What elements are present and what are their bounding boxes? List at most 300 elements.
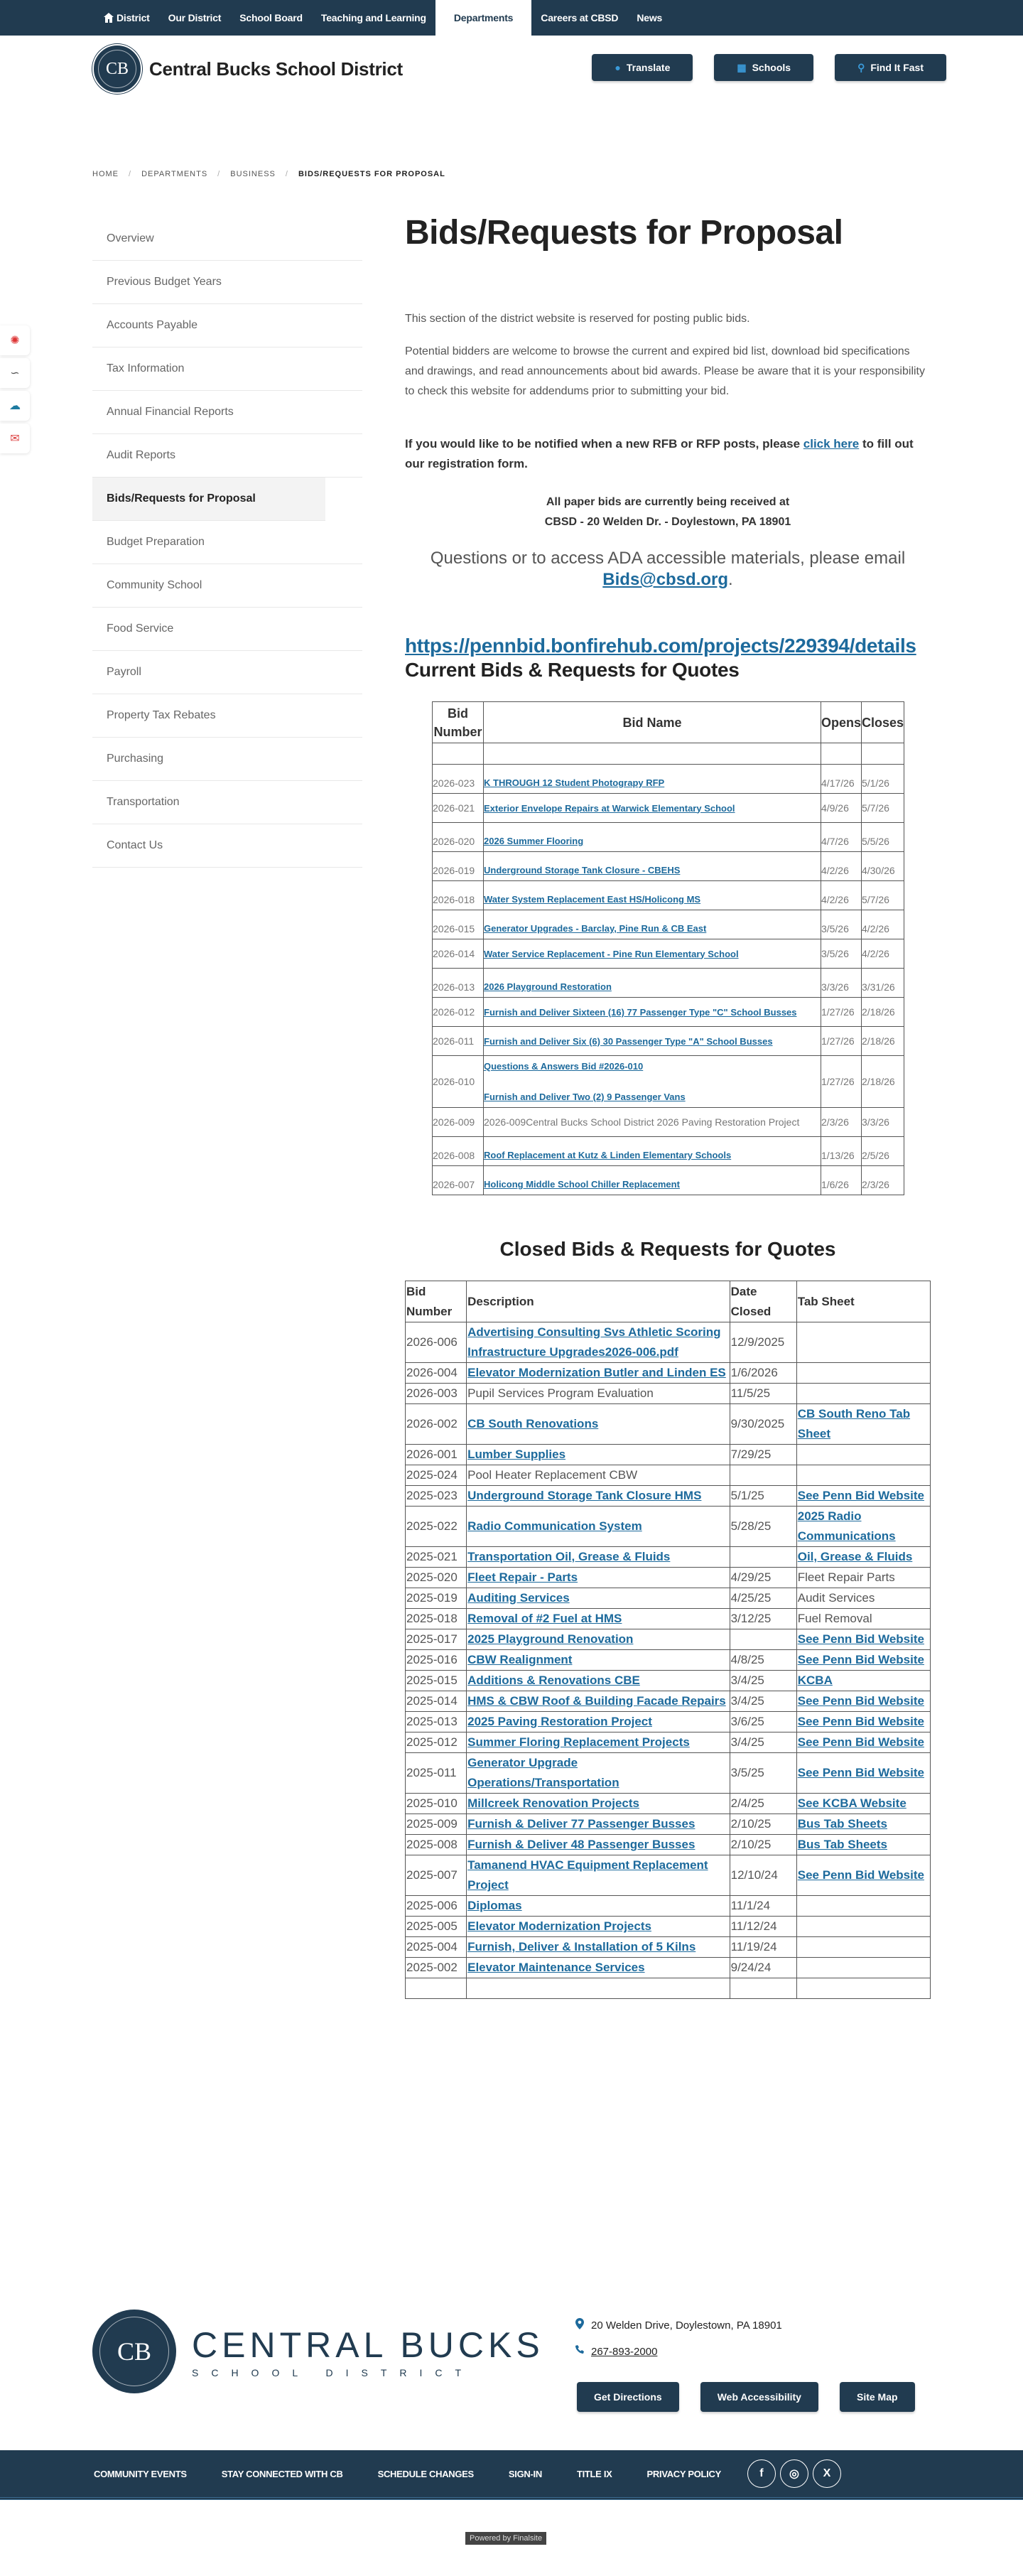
tab-sheet-cell xyxy=(796,1363,930,1384)
bid-closes: 3/31/26 xyxy=(861,969,904,998)
sidebar-item-audit-reports[interactable]: Audit Reports xyxy=(92,434,362,478)
site-logo[interactable] xyxy=(92,44,403,94)
bid-opens: 2/3/26 xyxy=(821,1108,861,1137)
sidebar-item-purchasing[interactable]: Purchasing xyxy=(92,738,362,781)
bid-closes: 4/2/26 xyxy=(861,939,904,969)
table-row xyxy=(433,1027,904,1056)
empty-cell xyxy=(484,743,821,765)
mail-alert-quicklink[interactable] xyxy=(0,424,30,453)
bid-number: 2025-019 xyxy=(406,1588,467,1609)
top-navigation xyxy=(0,0,1023,36)
table-row xyxy=(433,1137,904,1166)
description-cell xyxy=(467,1465,730,1486)
bid-name-cell xyxy=(484,939,821,969)
description-cell xyxy=(467,1855,730,1896)
description-cell xyxy=(467,1568,730,1588)
bid-number: 2025-007 xyxy=(406,1855,467,1896)
description-link[interactable]: 2025 Paving Restoration Project xyxy=(467,1715,652,1728)
phone-link[interactable]: 267-893-2000 xyxy=(591,2345,658,2358)
table-row xyxy=(433,998,904,1027)
description-link[interactable]: Elevator Modernization Projects xyxy=(467,1919,651,1933)
tab-sheet-link[interactable]: Oil, Grease & Fluids xyxy=(797,1550,913,1563)
sidebar-item-budget-preparation[interactable]: Budget Preparation xyxy=(92,521,362,564)
bid-opens: 4/7/26 xyxy=(821,823,861,852)
description-cell xyxy=(467,1363,730,1384)
address-text: 20 Welden Drive, Doylestown, PA 18901 xyxy=(591,2319,782,2332)
description-cell xyxy=(467,1712,730,1732)
paper-bids-notice xyxy=(405,492,931,532)
main-content xyxy=(405,213,931,1999)
column-header: Bid Name xyxy=(484,702,821,743)
tab-sheet-link[interactable]: See Penn Bid Website xyxy=(797,1632,924,1646)
tab-sheet-link[interactable]: CB South Reno Tab Sheet xyxy=(797,1407,911,1440)
bid-number: 2026-003 xyxy=(406,1384,467,1404)
sidebar-item-payroll[interactable]: Payroll xyxy=(92,651,362,694)
bid-link[interactable]: Generator Upgrades - Barclay, Pine Run & CB East xyxy=(484,923,707,934)
bid-closes: 4/30/26 xyxy=(861,852,904,881)
facebook-link[interactable] xyxy=(747,2459,776,2488)
date-closed: 3/5/25 xyxy=(730,1753,796,1794)
bid-link[interactable]: Exterior Envelope Repairs at Warwick Elementary School xyxy=(484,802,735,814)
tab-sheet-link[interactable]: See Penn Bid Website xyxy=(797,1653,924,1666)
footer-links-bar xyxy=(0,2450,1023,2500)
sidebar-item-bids-requests-for-proposal[interactable]: Bids/Requests for Proposal xyxy=(92,478,325,521)
topnav-item-district[interactable] xyxy=(94,0,159,36)
tab-sheet-link[interactable]: Bus Tab Sheets xyxy=(797,1838,888,1851)
bid-number: 2026-010 xyxy=(433,1056,484,1108)
footer-link-sign-in[interactable]: SIGN-IN xyxy=(508,2468,542,2479)
bid-link[interactable]: Furnish and Deliver Six (6) 30 Passenger Type "A" School Busses xyxy=(484,1035,773,1047)
breadcrumb-current: BIDS/REQUESTS FOR PROPOSAL xyxy=(298,170,445,178)
description-link[interactable]: Tamanend HVAC Equipment Replacement Project xyxy=(467,1858,708,1892)
bid-number: 2026-013 xyxy=(433,969,484,998)
district-seal-icon: CB xyxy=(92,44,142,94)
bid-number: 2026-023 xyxy=(433,765,484,794)
table-row xyxy=(406,1958,931,1978)
page-title: Bids/Requests for Proposal xyxy=(405,214,843,252)
x-link[interactable] xyxy=(813,2459,841,2488)
tab-sheet-link[interactable]: See KCBA Website xyxy=(797,1796,906,1810)
tab-sheet-cell xyxy=(796,1486,930,1507)
table-row xyxy=(406,1814,931,1835)
bid-name-cell xyxy=(484,794,821,823)
footer-link-schedule-changes[interactable]: SCHEDULE CHANGES xyxy=(377,2468,474,2479)
description-link[interactable]: Radio Communication System xyxy=(467,1519,642,1533)
bid-number: 2025-009 xyxy=(406,1814,467,1835)
table-row xyxy=(406,1650,931,1671)
description-link[interactable]: Removal of #2 Fuel at HMS xyxy=(467,1612,622,1625)
table-row xyxy=(433,1056,904,1108)
description-link[interactable]: Summer Floring Replacement Projects xyxy=(467,1735,690,1749)
bid-closes: 2/5/26 xyxy=(861,1137,904,1166)
translate-button[interactable] xyxy=(592,54,693,81)
description-link[interactable]: Auditing Services xyxy=(467,1591,570,1605)
bid-number: 2025-018 xyxy=(406,1609,467,1629)
description-link[interactable]: Additions & Renovations CBE xyxy=(467,1674,640,1687)
table-row xyxy=(406,1465,931,1486)
address-row xyxy=(575,2318,782,2332)
tab-sheet-cell xyxy=(796,1384,930,1404)
tab-sheet-link[interactable]: See Penn Bid Website xyxy=(797,1715,924,1728)
sidebar-item-property-tax-rebates[interactable]: Property Tax Rebates xyxy=(92,694,362,738)
sidebar-item-tax-information[interactable]: Tax Information xyxy=(92,347,362,391)
description-cell xyxy=(467,1486,730,1507)
tab-sheet-cell xyxy=(796,1917,930,1937)
description-link[interactable]: Furnish & Deliver 77 Passenger Busses xyxy=(467,1817,695,1831)
description-cell xyxy=(467,1691,730,1712)
description-cell xyxy=(467,1753,730,1794)
bid-number: 2025-016 xyxy=(406,1650,467,1671)
table-row xyxy=(406,1486,931,1507)
notify-paragraph xyxy=(405,434,931,474)
topnav-item-our-district[interactable] xyxy=(159,0,231,36)
social-links xyxy=(747,2459,841,2488)
table-row xyxy=(406,1547,931,1568)
date-closed: 11/1/24 xyxy=(730,1896,796,1917)
breadcrumb-separator: / xyxy=(129,170,132,178)
school-icon: ▦ xyxy=(737,61,747,73)
instagram-icon: ◎ xyxy=(789,2468,799,2480)
tab-sheet-cell xyxy=(796,1588,930,1609)
topnav-item-news[interactable] xyxy=(627,0,671,36)
bid-link[interactable]: Furnish and Deliver Sixteen (16) 77 Passenger Type "C" School Busses xyxy=(484,1006,797,1018)
schools-button[interactable] xyxy=(714,54,813,81)
description-link[interactable]: Transportation Oil, Grease & Fluids xyxy=(467,1550,671,1563)
table-row xyxy=(406,1753,931,1794)
description-link[interactable]: 2025 Playground Renovation xyxy=(467,1632,634,1646)
date-closed: 5/28/25 xyxy=(730,1507,796,1547)
date-closed: 2/10/25 xyxy=(730,1814,796,1835)
bid-closes: 5/7/26 xyxy=(861,794,904,823)
tab-sheet-cell xyxy=(796,1322,930,1363)
bid-closes: 5/7/26 xyxy=(861,881,904,910)
bid-name-cell xyxy=(484,910,821,939)
tab-sheet-cell xyxy=(796,1896,930,1917)
sidebar-item-accounts-payable[interactable]: Accounts Payable xyxy=(92,304,362,347)
topnav-label: Teaching and Learning xyxy=(320,12,426,23)
bid-closes: 2/18/26 xyxy=(861,1056,904,1108)
date-closed: 12/9/2025 xyxy=(730,1322,796,1363)
bid-number: 2026-015 xyxy=(433,910,484,939)
column-header: Opens xyxy=(821,702,861,743)
table-row xyxy=(406,1404,931,1445)
intro-text xyxy=(405,309,931,402)
bid-link[interactable]: Roof Replacement at Kutz & Linden Elementary Schools xyxy=(484,1150,732,1160)
bid-number: 2025-008 xyxy=(406,1835,467,1855)
tab-sheet-cell xyxy=(796,1671,930,1691)
description-cell xyxy=(467,1732,730,1753)
date-closed: 11/12/24 xyxy=(730,1917,796,1937)
bid-opens: 1/27/26 xyxy=(821,1056,861,1108)
cloud-quicklink[interactable] xyxy=(0,391,30,421)
bid-number: 2026-008 xyxy=(433,1137,484,1166)
notify-text-end: to fill out our registration form. xyxy=(405,437,914,470)
description-link[interactable]: HMS & CBW Roof & Building Facade Repairs xyxy=(467,1694,726,1708)
description-cell xyxy=(467,1937,730,1958)
bid-number: 2026-021 xyxy=(433,794,484,823)
bid-number: 2026-001 xyxy=(406,1445,467,1465)
bid-opens: 1/27/26 xyxy=(821,1027,861,1056)
topnav-item-careers-at-cbsd[interactable] xyxy=(531,0,627,36)
date-closed xyxy=(730,1547,796,1568)
table-row xyxy=(406,1507,931,1547)
footer-link-community-events[interactable]: COMMUNITY EVENTS xyxy=(94,2468,187,2479)
topnav-item-teaching-and-learning[interactable] xyxy=(312,0,435,36)
description-cell xyxy=(467,1322,730,1363)
bid-link[interactable]: Water System Replacement East HS/Holicong MS xyxy=(484,894,701,905)
date-closed: 3/4/25 xyxy=(730,1671,796,1691)
footer-link-privacy-policy[interactable]: PRIVACY POLICY xyxy=(646,2468,721,2479)
bid-number: 2025-024 xyxy=(406,1465,467,1486)
table-row xyxy=(406,1855,931,1896)
description-link[interactable]: Lumber Supplies xyxy=(467,1448,566,1461)
canvas-quicklink[interactable] xyxy=(0,325,30,355)
bid-opens: 4/2/26 xyxy=(821,852,861,881)
sidebar-item-transportation[interactable]: Transportation xyxy=(92,781,362,824)
description-cell xyxy=(467,1629,730,1650)
table-row-empty xyxy=(433,743,904,765)
bids-email-link[interactable]: Bids@cbsd.org xyxy=(602,570,729,589)
description-cell xyxy=(467,1547,730,1568)
registration-link[interactable]: click here xyxy=(803,437,860,451)
bid-opens: 1/27/26 xyxy=(821,998,861,1027)
button-label: Find It Fast xyxy=(870,62,924,73)
sidebar-item-previous-budget-years[interactable]: Previous Budget Years xyxy=(92,261,362,304)
bid-link[interactable]: Holicong Middle School Chiller Replacement xyxy=(484,1179,680,1190)
paper-bids-line-1: All paper bids are currently being received at xyxy=(546,496,790,508)
footer-name-big: CENTRAL BUCKS xyxy=(192,2325,544,2365)
phone-icon xyxy=(575,2345,585,2358)
header-buttons xyxy=(592,54,946,81)
description-link[interactable]: Fleet Repair - Parts xyxy=(467,1570,578,1584)
description-link[interactable]: Diplomas xyxy=(467,1899,522,1912)
tab-sheet-link[interactable]: Bus Tab Sheets xyxy=(797,1817,888,1831)
description-link[interactable]: Underground Storage Tank Closure HMS xyxy=(467,1489,702,1502)
tab-sheet-link[interactable]: 2025 Radio Communications xyxy=(797,1509,896,1543)
table-row xyxy=(406,1588,931,1609)
description-cell xyxy=(467,1384,730,1404)
site-name: Central Bucks School District xyxy=(149,58,403,80)
tab-sheet-link[interactable]: See Penn Bid Website xyxy=(797,1766,924,1779)
bid-closes: 2/18/26 xyxy=(861,998,904,1027)
tab-sheet-cell xyxy=(796,1835,930,1855)
description-link[interactable]: Elevator Modernization Butler and Linden ES xyxy=(467,1366,726,1379)
pennbid-link[interactable]: https://pennbid.bonfirehub.com/projects/229394/details xyxy=(405,635,916,657)
date-closed: 3/12/25 xyxy=(730,1609,796,1629)
tab-sheet-cell xyxy=(796,1547,930,1568)
site-map-button[interactable]: Site Map xyxy=(840,2382,915,2412)
spacer xyxy=(484,1074,821,1089)
footer-buttons xyxy=(577,2382,915,2412)
sidebar-item-community-school[interactable]: Community School xyxy=(92,564,362,608)
sidebar-item-contact-us[interactable]: Contact Us xyxy=(92,824,362,868)
date-closed: 3/6/25 xyxy=(730,1712,796,1732)
date-closed: 5/1/25 xyxy=(730,1486,796,1507)
table-row xyxy=(406,1445,931,1465)
bid-number: 2025-012 xyxy=(406,1732,467,1753)
description-cell xyxy=(467,1835,730,1855)
bid-opens: 1/13/26 xyxy=(821,1137,861,1166)
cloud-icon: ☁ xyxy=(9,400,21,412)
bid-name-cell xyxy=(484,1056,821,1108)
tab-sheet-cell xyxy=(796,1445,930,1465)
table-row xyxy=(406,1629,931,1650)
bid-number: 2025-021 xyxy=(406,1547,467,1568)
description-cell xyxy=(467,1958,730,1978)
description-cell xyxy=(467,1917,730,1937)
bid-link[interactable]: 2026 Playground Restoration xyxy=(484,981,612,992)
tab-sheet-cell xyxy=(796,1958,930,1978)
phone-row xyxy=(575,2345,782,2358)
bid-closes: 4/2/26 xyxy=(861,910,904,939)
description-cell xyxy=(467,1671,730,1691)
sidebar-item-annual-financial-reports[interactable]: Annual Financial Reports xyxy=(92,391,362,434)
footer-seal-icon: CB xyxy=(92,2310,176,2393)
bid-name-cell xyxy=(484,1137,821,1166)
bid-opens: 3/5/26 xyxy=(821,910,861,939)
bid-number: 2026-020 xyxy=(433,823,484,852)
bid-name-cell xyxy=(484,1166,821,1195)
table-row xyxy=(406,1384,931,1404)
bid-name-cell xyxy=(484,881,821,910)
date-closed: 3/4/25 xyxy=(730,1732,796,1753)
column-header: Description xyxy=(467,1281,730,1322)
table-row xyxy=(406,1937,931,1958)
button-label: Schools xyxy=(752,62,791,73)
bid-opens: 3/3/26 xyxy=(821,969,861,998)
bid-link[interactable]: 2026 Summer Flooring xyxy=(484,836,584,846)
tab-sheet-link[interactable]: See Penn Bid Website xyxy=(797,1868,924,1882)
intro-paragraph-2: Potential bidders are welcome to browse the current and expired bid list, download bid specifications and drawings, and read announcements about bid awards. Please be aware that it is your responsibility to check this website for addendums prior to submitting your bid. xyxy=(405,345,925,397)
date-closed: 2/10/25 xyxy=(730,1835,796,1855)
bid-number: 2025-023 xyxy=(406,1486,467,1507)
tab-sheet-link[interactable]: See Penn Bid Website xyxy=(797,1735,924,1749)
breadcrumb-link[interactable]: HOME xyxy=(92,170,119,178)
description-link[interactable]: CBW Realignment xyxy=(467,1653,573,1666)
topnav-label: Our District xyxy=(168,12,222,23)
bid-number: 2025-006 xyxy=(406,1896,467,1917)
date-closed: 11/5/25 xyxy=(730,1384,796,1404)
empty-cell xyxy=(406,1978,467,1999)
instagram-link[interactable] xyxy=(780,2459,808,2488)
topnav-label: Departments xyxy=(453,12,514,23)
paper-bids-address: CBSD - 20 Welden Dr. - Doylestown, PA 18901 xyxy=(544,516,791,528)
table-row xyxy=(433,939,904,969)
bid-link[interactable]: Furnish and Deliver Two (2) 9 Passenger Vans xyxy=(484,1092,686,1102)
notify-text: If you would like to be notified when a new RFB or RFP posts, please xyxy=(405,437,803,451)
footer-logo[interactable] xyxy=(92,2310,544,2393)
description-cell xyxy=(467,1650,730,1671)
bid-number: 2026-018 xyxy=(433,881,484,910)
table-row xyxy=(406,1691,931,1712)
column-header: Bid Number xyxy=(433,702,484,743)
topnav-item-school-board[interactable] xyxy=(230,0,312,36)
description-link[interactable]: Elevator Maintenance Services xyxy=(467,1961,645,1974)
date-closed: 4/29/25 xyxy=(730,1568,796,1588)
map-pin-icon xyxy=(575,2318,585,2332)
description-text: Pupil Services Program Evaluation xyxy=(467,1386,654,1400)
breadcrumb-separator: / xyxy=(285,170,288,178)
bid-name-cell xyxy=(484,969,821,998)
bid-opens: 1/6/26 xyxy=(821,1166,861,1195)
bid-number: 2026-012 xyxy=(433,998,484,1027)
description-cell xyxy=(467,1609,730,1629)
get-directions-button[interactable]: Get Directions xyxy=(577,2382,679,2412)
section-navigation xyxy=(92,217,362,868)
footer-link-title-ix[interactable]: TITLE IX xyxy=(576,2468,612,2479)
footer-district-name xyxy=(192,2324,544,2378)
bid-link[interactable]: Water Service Replacement - Pine Run Elementary School xyxy=(484,948,739,959)
description-link[interactable]: Advertising Consulting Svs Athletic Scoring Infrastructure Upgrades2026-006.pdf xyxy=(467,1325,721,1359)
sidebar-item-overview[interactable]: Overview xyxy=(92,217,362,261)
description-cell xyxy=(467,1588,730,1609)
description-link[interactable]: Generator Upgrade Operations/Transportation xyxy=(467,1756,619,1789)
bid-name-cell xyxy=(484,1027,821,1056)
tab-sheet-cell xyxy=(796,1855,930,1896)
tab-sheet-cell xyxy=(796,1712,930,1732)
description-link[interactable]: Millcreek Renovation Projects xyxy=(467,1796,639,1810)
find-it-fast-button[interactable] xyxy=(835,54,946,81)
tab-sheet-link[interactable]: KCBA xyxy=(797,1674,833,1687)
table-row xyxy=(433,969,904,998)
table-row xyxy=(406,1712,931,1732)
tab-sheet-link[interactable]: See Penn Bid Website xyxy=(797,1694,924,1708)
bid-link[interactable]: Underground Storage Tank Closure - CBEHS xyxy=(484,865,681,875)
date-closed: 4/8/25 xyxy=(730,1650,796,1671)
description-cell xyxy=(467,1445,730,1465)
tab-sheet-link[interactable]: See Penn Bid Website xyxy=(797,1489,924,1502)
bid-number: 2025-020 xyxy=(406,1568,467,1588)
tab-sheet-cell xyxy=(796,1609,930,1629)
table-row xyxy=(433,794,904,823)
signature-quicklink[interactable] xyxy=(0,358,30,388)
description-cell xyxy=(467,1404,730,1445)
table-row xyxy=(406,1732,931,1753)
description-link[interactable]: Furnish, Deliver & Installation of 5 Kilns xyxy=(467,1940,696,1953)
description-link[interactable]: Furnish & Deliver 48 Passenger Busses xyxy=(467,1838,695,1851)
bid-link[interactable]: Questions & Answers Bid #2026-010 xyxy=(484,1061,644,1072)
current-bids-table xyxy=(432,701,904,1195)
bid-name-cell xyxy=(484,1108,821,1137)
breadcrumb-link[interactable]: DEPARTMENTS xyxy=(141,170,208,178)
table-row xyxy=(433,1108,904,1137)
topnav-item-departments[interactable] xyxy=(435,0,531,36)
search-icon: ⚲ xyxy=(857,61,865,73)
button-label: Translate xyxy=(626,62,671,73)
tab-sheet-cell xyxy=(796,1629,930,1650)
home-icon xyxy=(104,13,114,23)
bid-name-cell xyxy=(484,998,821,1027)
web-accessibility-button[interactable]: Web Accessibility xyxy=(700,2382,818,2412)
mail-alert-icon: ✉ xyxy=(10,433,20,445)
description-link[interactable]: CB South Renovations xyxy=(467,1417,599,1430)
sidebar-item-food-service[interactable]: Food Service xyxy=(92,608,362,651)
current-bids-title: Current Bids & Requests for Quotes xyxy=(405,659,740,681)
powered-by-badge[interactable]: Powered by Finalsite xyxy=(465,2532,546,2545)
bid-number: 2026-007 xyxy=(433,1166,484,1195)
bid-link[interactable]: K THROUGH 12 Student Photograpy RFP xyxy=(484,777,665,788)
footer-info xyxy=(0,2302,1023,2409)
table-row xyxy=(406,1794,931,1814)
bid-opens: 4/9/26 xyxy=(821,794,861,823)
tab-sheet-text: Fuel Removal xyxy=(797,1612,872,1625)
facebook-icon: f xyxy=(759,2467,764,2479)
empty-cell xyxy=(433,743,484,765)
footer-link-stay-connected-with-cb[interactable]: STAY CONNECTED WITH CB xyxy=(221,2468,343,2479)
breadcrumb-link[interactable]: BUSINESS xyxy=(230,170,276,178)
bid-closes: 5/5/26 xyxy=(861,823,904,852)
bid-number: 2025-015 xyxy=(406,1671,467,1691)
